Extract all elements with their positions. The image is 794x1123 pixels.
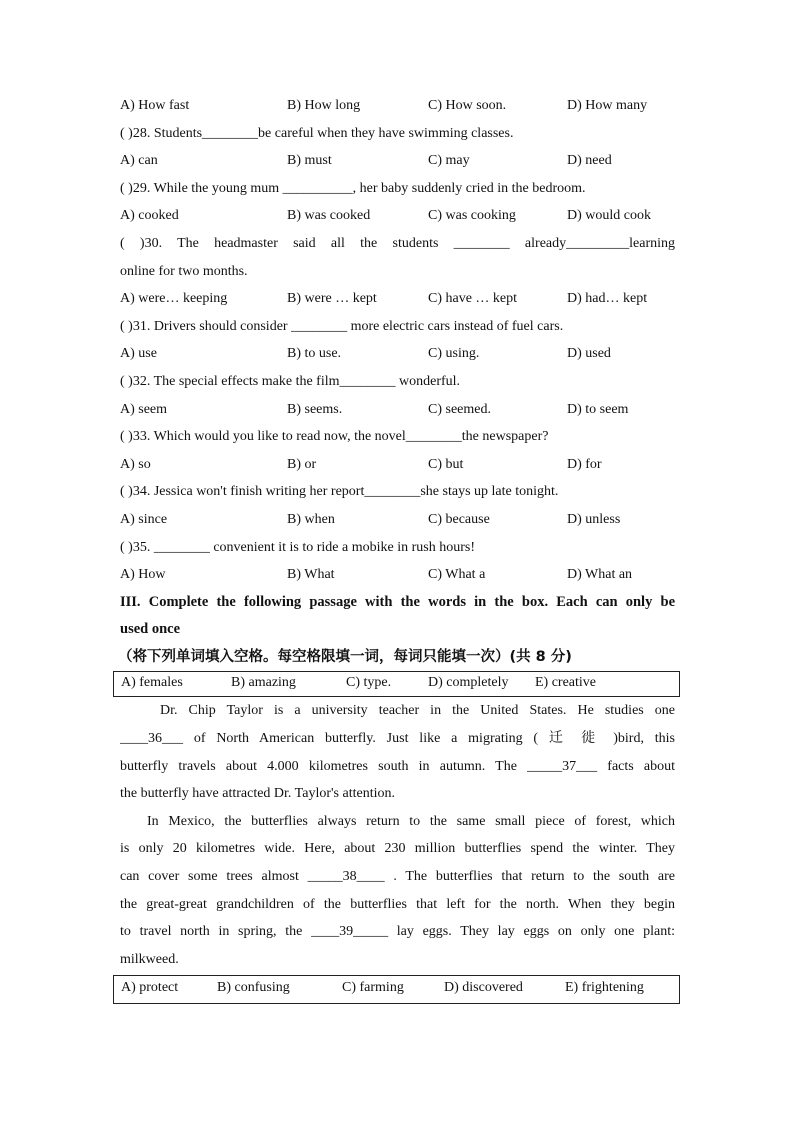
q27-options — [120, 92, 675, 120]
q35-options — [120, 561, 675, 589]
word-option: E) creative — [535, 675, 597, 691]
word-option: C) farming — [342, 980, 404, 996]
word-option: C) type. — [346, 675, 392, 691]
word-option: B) confusing — [217, 980, 290, 996]
word-option: D) discovered — [444, 980, 523, 996]
question-30-cont: online for two months. — [120, 263, 248, 279]
word-box-2 — [113, 975, 680, 1004]
passage-line: is only 20 kilometres wide. Here, about 230 million butterflies spend the winter. They — [120, 841, 675, 857]
option-d: D) had… kept — [567, 291, 648, 307]
passage-line: Dr. Chip Taylor is a university teacher in the United States. He studies one — [160, 703, 675, 719]
option-d: D) What an — [567, 567, 633, 583]
word-option: D) completely — [428, 675, 509, 691]
option-d: D) for — [567, 456, 602, 472]
option-d: D) How many — [567, 98, 648, 113]
option-d: D) need — [567, 153, 612, 169]
option-b: B) What — [287, 567, 335, 583]
passage-line: the butterfly have attracted Dr. Taylor's attention. — [120, 786, 395, 802]
option-a: A) seem — [120, 401, 168, 417]
option-b: B) must — [287, 153, 332, 169]
option-b: B) were … kept — [287, 291, 377, 307]
option-a: A) use — [120, 346, 157, 362]
section-heading-cont: used once — [120, 621, 181, 638]
passage-line: to travel north in spring, the ____39_____ lay eggs. They lay eggs on only one plant: — [120, 924, 675, 940]
question-30: ( )30. The headmaster said all the students ________ already_________learning — [120, 235, 675, 251]
word-option: B) amazing — [231, 675, 296, 691]
question-31: ( )31. Drivers should consider ________ more electric cars instead of fuel cars. — [120, 318, 564, 334]
option-b: B) to use. — [287, 346, 342, 362]
passage-line: milkweed. — [120, 951, 179, 967]
q34-options — [120, 506, 675, 534]
word-option: A) protect — [121, 980, 179, 996]
q28-options — [120, 147, 675, 175]
question-32: ( )32. The special effects make the film________ wonderful. — [120, 373, 461, 389]
q33-options — [120, 451, 675, 479]
question-33: ( )33. Which would you like to read now, the novel________the newspaper? — [120, 429, 549, 445]
section-instruction-cn: （将下列单词填入空格。每空格限填一词，每词只能填一次）(共 8 分) — [118, 648, 572, 665]
option-c: C) may — [428, 153, 470, 169]
option-a: A) How — [120, 567, 166, 583]
passage-paragraph-1 — [120, 697, 675, 807]
option-b: B) when — [287, 511, 335, 527]
q29-options — [120, 202, 675, 230]
option-d: D) used — [567, 346, 611, 362]
option-b: B) seems. — [287, 401, 343, 417]
option-b: B) How long — [287, 98, 361, 113]
word-box-1 — [113, 671, 680, 697]
option-d: D) would cook — [567, 208, 651, 224]
worksheet-page — [120, 92, 675, 1004]
option-d: D) unless — [567, 511, 621, 527]
option-a: A) cooked — [120, 208, 179, 224]
q30-options — [120, 285, 675, 313]
word-option: A) females — [121, 675, 183, 691]
option-c: C) seemed. — [428, 401, 491, 417]
option-c: C) How soon. — [428, 98, 507, 113]
question-29: ( )29. While the young mum __________, her baby suddenly cried in the bedroom. — [120, 180, 586, 196]
question-34: ( )34. Jessica won't finish writing her report________she stays up late tonight. — [120, 484, 559, 500]
option-b: B) or — [287, 456, 317, 472]
passage-line: the great-great grandchildren of the butterflies that left for the north. When they begin — [120, 896, 675, 912]
passage-line: can cover some trees almost _____38____ . The butterflies that return to the south are — [120, 869, 675, 885]
passage-line: In Mexico, the butterflies always return to the same small piece of forest, which — [147, 813, 675, 829]
q31-options — [120, 340, 675, 368]
option-a: A) were… keeping — [120, 291, 228, 307]
option-c: C) was cooking — [428, 208, 516, 224]
question-35: ( )35. ________ convenient it is to ride a mobike in rush hours! — [120, 539, 475, 555]
q32-options — [120, 396, 675, 424]
option-b: B) was cooked — [287, 208, 371, 224]
option-a: A) since — [120, 511, 168, 527]
section-heading: III. Complete the following passage with the words in the box. Each can only be — [120, 593, 675, 610]
option-a: A) How fast — [120, 98, 190, 113]
option-a: A) can — [120, 153, 158, 169]
option-d: D) to seem — [567, 401, 629, 417]
option-c: C) using. — [428, 346, 480, 362]
option-a: A) so — [120, 456, 151, 472]
passage-paragraph-2 — [120, 808, 675, 974]
option-c: C) What a — [428, 567, 486, 583]
option-c: C) have … kept — [428, 291, 518, 307]
question-28: ( )28. Students________be careful when they have swimming classes. — [120, 125, 514, 141]
passage-line: butterfly travels about 4.000 kilometres south in autumn. The _____37___ facts about — [120, 758, 675, 774]
passage-line: ____36___ of North American butterfly. Just like a migrating ( 迁 徙 )bird, this — [120, 731, 675, 747]
option-c: C) but — [428, 456, 464, 472]
word-option: E) frightening — [565, 980, 644, 996]
option-c: C) because — [428, 511, 490, 527]
